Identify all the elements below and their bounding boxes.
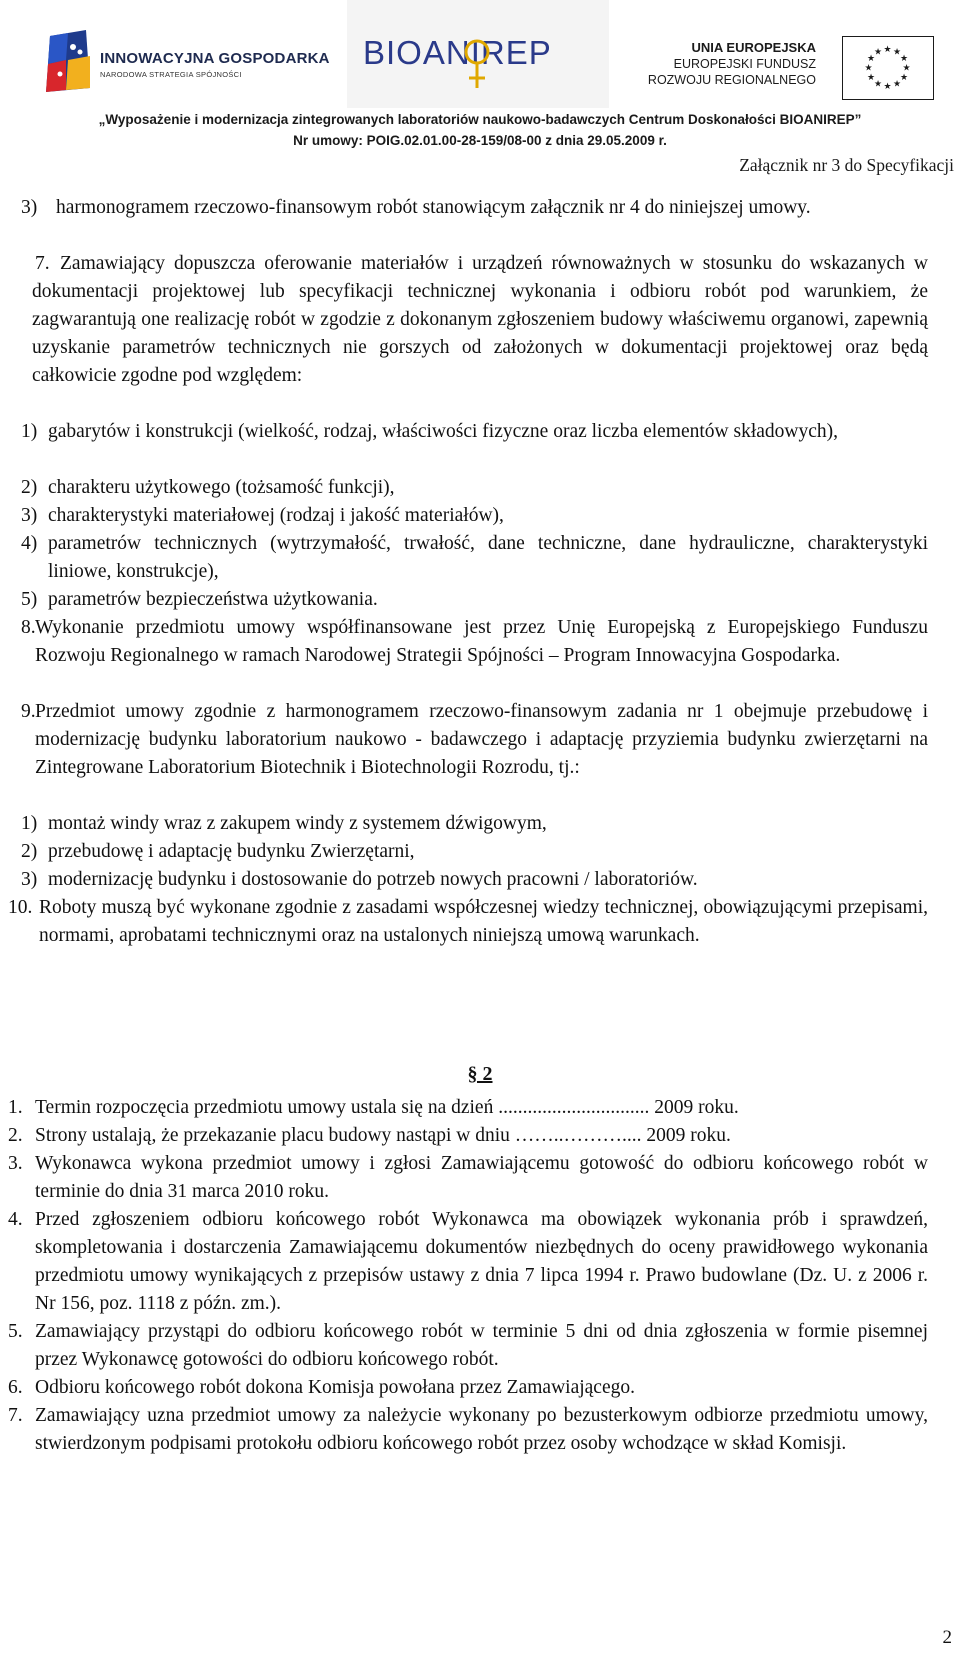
list-item: modernizację budynku i dostosowanie do potrzeb nowych pracowni / laboratoriów. bbox=[48, 869, 698, 890]
list-item: parametrów bezpieczeństwa użytkowania. bbox=[48, 589, 378, 610]
item-number: 2) bbox=[21, 841, 38, 862]
svg-text:★: ★ bbox=[873, 47, 883, 58]
item-number: 4. bbox=[8, 1209, 23, 1230]
svg-text:★: ★ bbox=[883, 45, 892, 55]
eu-logo-line3: ROZWOJU REGIONALNEGO bbox=[647, 73, 816, 87]
list-item-text: harmonogramem rzeczowo-finansowym robót stanowiącym załącznik nr 4 do niniejszej umowy. bbox=[56, 197, 811, 218]
page-number: 2 bbox=[942, 1627, 952, 1648]
eu-logo-line2: EUROPEJSKI FUNDUSZ bbox=[673, 57, 816, 71]
ig-logo-icon bbox=[46, 30, 92, 92]
item-number: 1. bbox=[8, 1097, 23, 1118]
item-number: 3) bbox=[21, 505, 38, 526]
paragraph-9: Przedmiot umowy zgodnie z harmonogramem rzeczowo-finansowym zadania nr 1 obejmuje przebudowę i modernizację budynku laboratorium naukowo - badawczego i adaptację przyziemia budynku zwierzętarni na Zintegrowane Laboratorium Biotechnik i Biotechnologii Rozrodu, tj.: bbox=[35, 701, 928, 778]
svg-text:★: ★ bbox=[866, 54, 876, 64]
item-number: 3) bbox=[21, 869, 38, 890]
list-item bbox=[56, 194, 928, 222]
eu-flag-icon bbox=[842, 36, 934, 100]
section-heading: § 2 bbox=[467, 1063, 493, 1085]
list-item: charakterystyki materiałowej (rodzaj i jakość materiałów), bbox=[48, 505, 504, 526]
ig-logo-subtitle: NARODOWA STRATEGIA SPÓJNOŚCI bbox=[100, 70, 242, 79]
list-item: gabarytów i konstrukcji (wielkość, rodzaj, właściwości fizyczne oraz liczba elementów składowych), bbox=[48, 421, 839, 442]
list-item: Zamawiający uzna przedmiot umowy za należycie wykonany po bezusterkowym odbiorze przedmiotu umowy, stwierdzonym podpisami protokołu odbioru końcowego robót przez osoby wchodzące w skład Komisji. bbox=[35, 1405, 928, 1454]
item-number: 8. bbox=[21, 617, 36, 638]
eu-logo-line1: UNIA EUROPEJSKA bbox=[691, 40, 816, 55]
item-number: 2. bbox=[8, 1125, 23, 1146]
annex-label: Załącznik nr 3 do Specyfikacji bbox=[739, 155, 954, 175]
item-number: 7. bbox=[35, 253, 50, 274]
item-number: 1) bbox=[21, 421, 38, 442]
svg-text:★: ★ bbox=[899, 73, 909, 83]
list-item: montaż windy wraz z zakupem windy z systemem dźwigowym, bbox=[48, 813, 547, 834]
item-number: 3. bbox=[8, 1153, 23, 1174]
ig-logo-title: INNOWACYJNA GOSPODARKA bbox=[100, 50, 330, 67]
svg-text:★: ★ bbox=[899, 54, 909, 64]
svg-text:★: ★ bbox=[892, 79, 902, 90]
paragraph-8: Wykonanie przedmiotu umowy współfinansowane jest przez Unię Europejską z Europejskiego Funduszu Rozwoju Regionalnego w ramach Narodowej Strategii Spójności – Program Innowacyjna Gospodarka. bbox=[35, 617, 928, 666]
svg-text:★: ★ bbox=[873, 79, 883, 90]
svg-text:★: ★ bbox=[902, 63, 911, 74]
bioanirep-logo-text: BIOANIREP bbox=[363, 34, 552, 71]
item-number: 4) bbox=[21, 533, 38, 554]
list-item: Przed zgłoszeniem odbioru końcowego robót Wykonawca ma obowiązek wykonania prób i sprawdzeń, skompletowania i dostarczenia Zamawiającemu dokumentów niezbędnych do oceny prawidłowego wykonania przedmiotu umowy wynikających z przepisów ustawy z dnia 7 lipca 1994 r. Prawo budowlane (Dz. U. z 2006 r. Nr 156, poz. 1118 z późn. zm.). bbox=[35, 1209, 928, 1314]
item-number: 3) bbox=[21, 197, 38, 218]
item-number: 9. bbox=[21, 701, 36, 722]
item-number: 2) bbox=[21, 477, 38, 498]
item-number: 5. bbox=[8, 1321, 23, 1342]
list-item: Termin rozpoczęcia przedmiotu umowy ustala się na dzień ............................... 2009 roku. bbox=[35, 1097, 739, 1118]
bioanirep-logo bbox=[347, 0, 609, 108]
item-number: 6. bbox=[8, 1377, 23, 1398]
gender-symbol-icon bbox=[461, 38, 493, 94]
svg-text:★: ★ bbox=[883, 82, 892, 92]
svg-text:★: ★ bbox=[892, 47, 902, 58]
project-title: „Wyposażenie i modernizacja zintegrowanych laboratoriów naukowo-badawczych Centrum Doskonałości BIOANIREP” bbox=[98, 112, 862, 127]
item-number: 5) bbox=[21, 589, 38, 610]
project-number: Nr umowy: POIG.02.01.00-28-159/08-00 z dnia 29.05.2009 r. bbox=[293, 133, 667, 148]
item-number: 7. bbox=[8, 1405, 23, 1426]
svg-text:★: ★ bbox=[866, 73, 876, 83]
eu-logo bbox=[634, 36, 934, 96]
innowacyjna-gospodarka-logo bbox=[46, 30, 330, 92]
list-item: Strony ustalają, że przekazanie placu budowy nastąpi w dniu ……..……….... 2009 roku. bbox=[35, 1125, 731, 1146]
paragraph-7: Zamawiający dopuszcza oferowanie materiałów i urządzeń równoważnych w stosunku do wskazanych w dokumentacji projektowej lub specyfikacji technicznej wykonania i odbioru robót pod warunkiem, że zagwarantują one realizację robót w zgodzie z dokonanym zgłoszeniem budowy właściwemu organowi, zapewnią uzyskanie parametrów technicznych nie gorszych od założonych w dokumentacji projektowej oraz będą całkowicie zgodne pod względem: bbox=[32, 253, 928, 386]
list-item: Zamawiający przystąpi do odbioru końcowego robót w terminie 5 dni od dnia zgłoszenia w formie pisemnej przez Wykonawcę gotowości do odbioru końcowego robót. bbox=[35, 1321, 928, 1370]
svg-text:★: ★ bbox=[864, 63, 873, 74]
item-number: 1) bbox=[21, 813, 38, 834]
list-item: Wykonawca wykona przedmiot umowy i zgłosi Zamawiającemu gotowość do odbioru końcowego robót w terminie do dnia 31 marca 2010 roku. bbox=[35, 1153, 928, 1202]
list-item: Odbioru końcowego robót dokona Komisja powołana przez Zamawiającego. bbox=[35, 1377, 635, 1398]
list-item: parametrów technicznych (wytrzymałość, trwałość, dane techniczne, dane hydrauliczne, charakterystyki liniowe, konstrukcje), bbox=[48, 533, 928, 582]
paragraph-10: Roboty muszą być wykonane zgodnie z zasadami współczesnej wiedzy technicznej, obowiązującymi przepisami, normami, aprobatami technicznymi oraz na ustalonych niniejszą umową warunkach. bbox=[39, 897, 928, 946]
list-item: przebudowę i adaptację budynku Zwierzętarni, bbox=[48, 841, 415, 862]
list-item: charakteru użytkowego (tożsamość funkcji), bbox=[48, 477, 395, 498]
item-number: 10. bbox=[8, 897, 33, 918]
